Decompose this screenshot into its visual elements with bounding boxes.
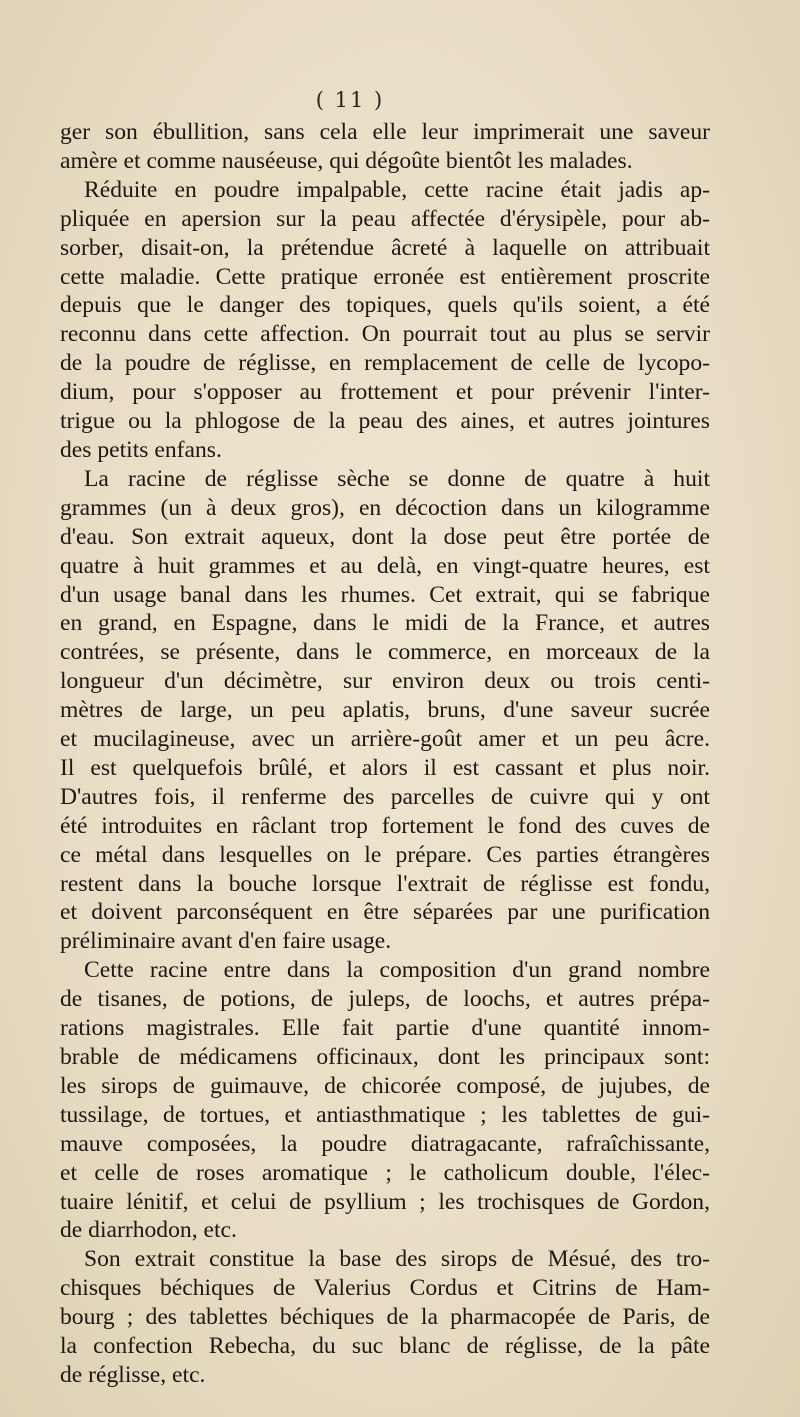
text-line: de tisanes, de potions, de juleps, de loochs, et autres prépa- xyxy=(60,986,710,1013)
text-line: d'un usage banal dans les rhumes. Cet extrait, qui se fabrique xyxy=(60,581,710,608)
text-line: la confection Rebecha, du suc blanc de réglisse, de la pâte xyxy=(60,1333,710,1360)
text-line: tuaire lénitif, et celui de psyllium ; les trochisques de Gordon, xyxy=(60,1188,710,1215)
body-text xyxy=(60,118,710,1390)
text-line: et celle de roses aromatique ; le catholicum double, l'élec- xyxy=(60,1159,710,1186)
text-line: Son extrait constitue la base des sirops de Mésué, des tro- xyxy=(84,1246,710,1273)
text-line: chisques béchiques de Valerius Cordus et Citrins de Ham- xyxy=(60,1275,710,1302)
text-line: trigue ou la phlogose de la peau des aines, et autres jointures xyxy=(60,408,710,435)
text-line: Il est quelquefois brûlé, et alors il est cassant et plus noir. xyxy=(60,754,710,781)
text-line: des petits enfans. xyxy=(60,436,222,463)
text-line: quatre à huit grammes et au delà, en vingt-quatre heures, est xyxy=(60,552,710,579)
text-line: sorber, disait-on, la prétendue âcreté à laquelle on attribuait xyxy=(60,234,710,261)
text-line: de réglisse, etc. xyxy=(60,1361,206,1388)
text-line: D'autres fois, il renferme des parcelles de cuivre qui y ont xyxy=(60,783,710,810)
text-line: préliminaire avant d'en faire usage. xyxy=(60,928,392,955)
text-line: restent dans la bouche lorsque l'extrait de réglisse est fondu, xyxy=(60,870,710,897)
text-line: tussilage, de tortues, et antiasthmatique ; les tablettes de gui- xyxy=(60,1101,710,1128)
text-line: Réduite en poudre impalpable, cette racine était jadis ap- xyxy=(84,176,710,203)
text-line: ce métal dans lesquelles on le prépare. Ces parties étrangères xyxy=(60,841,710,868)
text-line: en grand, en Espagne, dans le midi de la France, et autres xyxy=(60,610,710,637)
text-line: cette maladie. Cette pratique erronée est entièrement proscrite xyxy=(60,263,710,290)
text-line: brable de médicamens officinaux, dont les principaux sont: xyxy=(60,1044,710,1070)
text-line: d'eau. Son extrait aqueux, dont la dose peut être portée de xyxy=(60,523,710,550)
text-line: mètres de large, un peu aplatis, bruns, d'une saveur sucrée xyxy=(60,697,710,724)
text-line: et doivent parconséquent en être séparées par une purification xyxy=(60,899,710,926)
text-line: amère et comme nauséeuse, qui dégoûte bientôt les malades. xyxy=(60,147,633,174)
text-line: rations magistrales. Elle fait partie d'une quantité innom- xyxy=(60,1015,710,1042)
text-line: depuis que le danger des topiques, quels qu'ils soient, a été xyxy=(60,292,710,319)
text-line: et mucilagineuse, avec un arrière-goût amer et un peu âcre. xyxy=(60,726,710,753)
text-line: mauve composées, la poudre diatragacante, rafraîchissante, xyxy=(60,1130,710,1157)
text-line: La racine de réglisse sèche se donne de quatre à huit xyxy=(84,465,710,492)
text-line: grammes (un à deux gros), en décoction dans un kilogramme xyxy=(60,494,710,521)
text-line: de la poudre de réglisse, en remplacement de celle de lycopo- xyxy=(60,350,710,377)
text-line: reconnu dans cette affection. On pourrait tout au plus se servir xyxy=(60,321,710,348)
text-line: longueur d'un décimètre, sur environ deux ou trois centi- xyxy=(60,668,710,695)
page-number: ( 11 ) xyxy=(315,88,385,112)
text-line: contrées, se présente, dans le commerce, en morceaux de la xyxy=(60,639,710,666)
text-line: les sirops de guimauve, de chicorée composé, de jujubes, de xyxy=(60,1072,710,1099)
text-line: été introduites en râclant trop fortement le fond des cuves de xyxy=(60,812,710,839)
text-line: ger son ébullition, sans cela elle leur imprimerait une saveur xyxy=(60,119,710,145)
text-line: pliquée en apersion sur la peau affectée d'érysipèle, pour ab- xyxy=(60,205,710,232)
text-line: bourg ; des tablettes béchiques de la pharmacopée de Paris, de xyxy=(60,1304,710,1331)
text-line: Cette racine entre dans la composition d'un grand nombre xyxy=(84,957,710,984)
text-line: de diarrhodon, etc. xyxy=(60,1217,237,1244)
text-line: dium, pour s'opposer au frottement et pour prévenir l'inter- xyxy=(60,379,710,406)
